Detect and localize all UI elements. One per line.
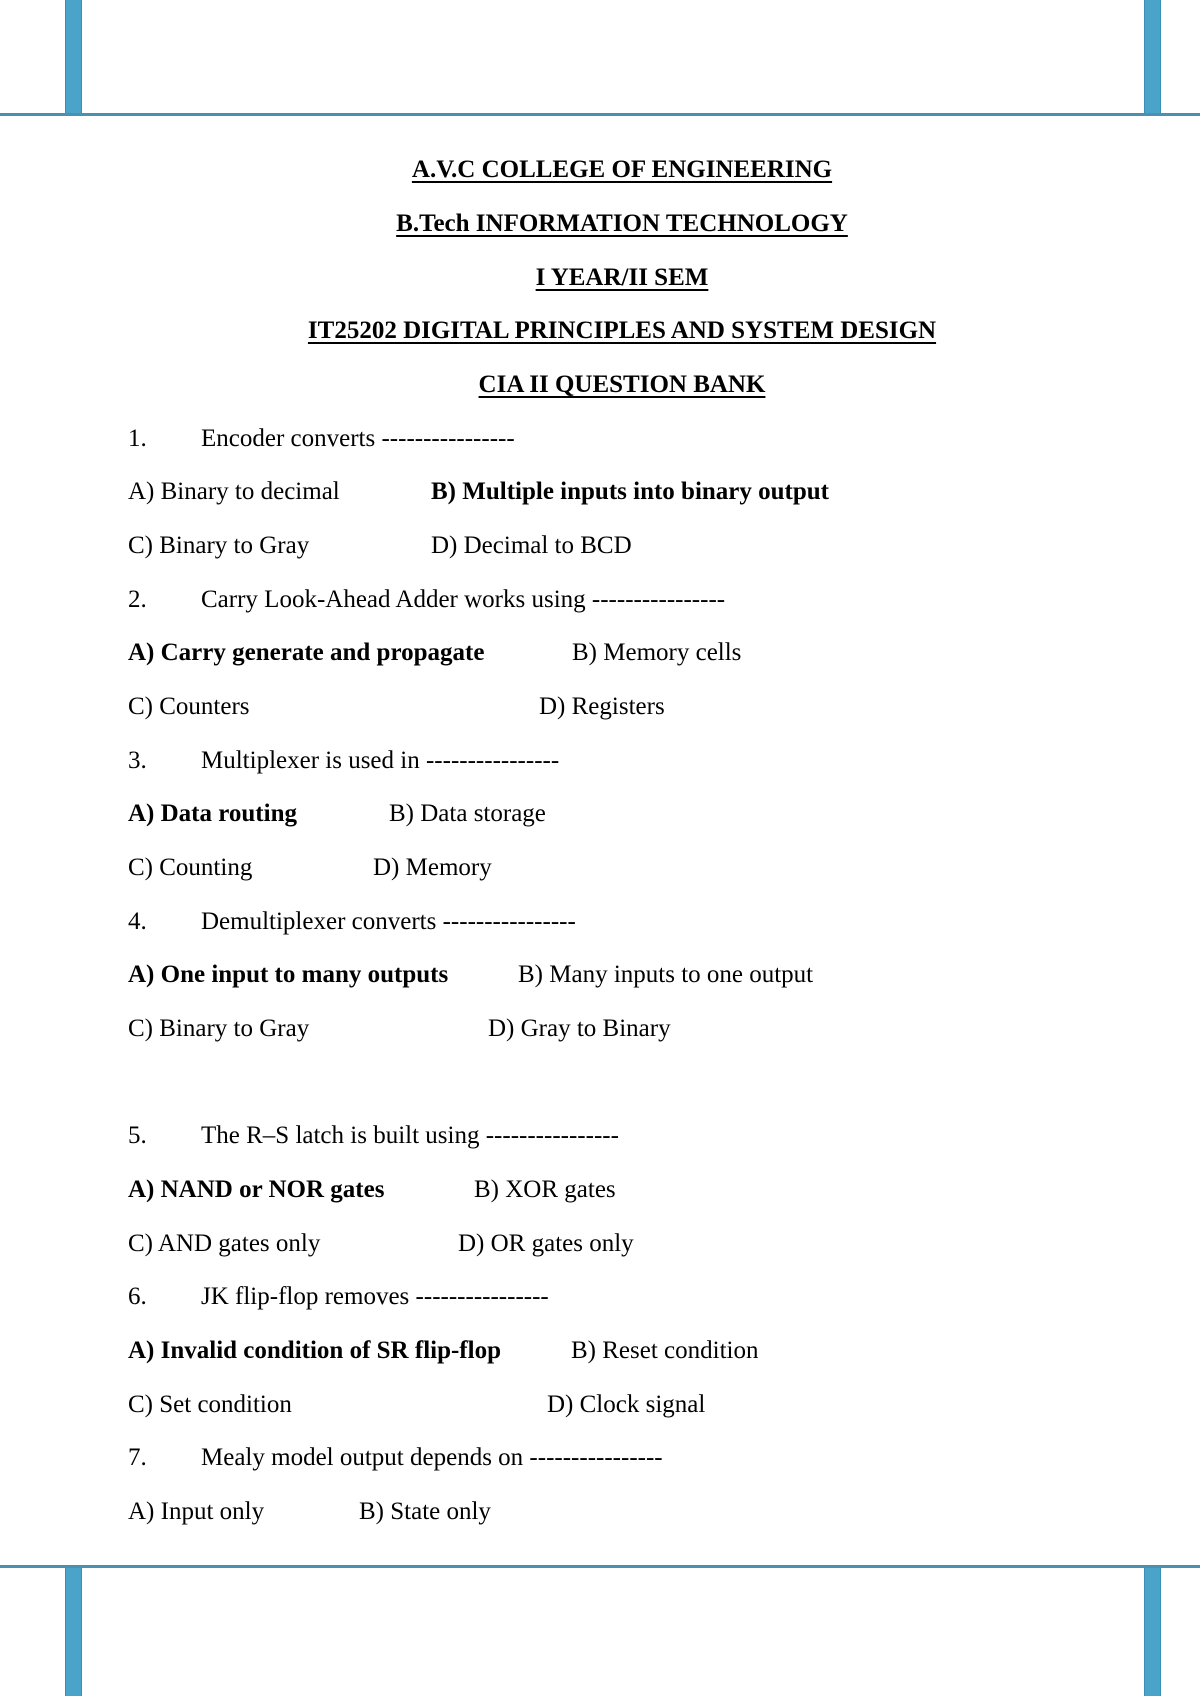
q1-option-b-correct: B) Multiple inputs into binary output	[431, 478, 830, 505]
q6-option-c: C) Set condition	[128, 1391, 292, 1418]
page-border-right-bottom	[1144, 1568, 1161, 1696]
college-name: A.V.C COLLEGE OF ENGINEERING	[411, 156, 833, 183]
page-border-right-top	[1144, 0, 1161, 113]
q2-option-d: D) Registers	[539, 693, 665, 720]
question-text: The R–S latch is built using ----------------	[201, 1122, 619, 1149]
q3-option-b: B) Data storage	[389, 800, 546, 827]
q3-option-d: D) Memory	[373, 854, 492, 881]
q4-option-d: D) Gray to Binary	[488, 1015, 671, 1042]
q4-option-b: B) Many inputs to one output	[518, 961, 814, 988]
q7-option-a: A) Input only	[128, 1498, 265, 1525]
q4-option-a-correct: A) One input to many outputs	[128, 961, 449, 988]
question-text: Carry Look-Ahead Adder works using ----------------	[201, 586, 726, 613]
question-number: 7.	[128, 1444, 147, 1471]
question-text: Demultiplexer converts ----------------	[201, 908, 576, 935]
page-border-bottom-line	[0, 1565, 1200, 1568]
year-semester: I YEAR/II SEM	[535, 264, 709, 291]
course-title: IT25202 DIGITAL PRINCIPLES AND SYSTEM DESIGN	[307, 317, 937, 344]
q1-option-a: A) Binary to decimal	[128, 478, 340, 505]
department-name: B.Tech INFORMATION TECHNOLOGY	[396, 210, 848, 237]
question-number: 4.	[128, 908, 147, 935]
page-border-left-top	[65, 0, 82, 113]
q7-option-b: B) State only	[359, 1498, 491, 1525]
q2-option-b: B) Memory cells	[572, 639, 742, 666]
q2-option-a-correct: A) Carry generate and propagate	[128, 639, 485, 666]
question-number: 6.	[128, 1283, 147, 1310]
q6-option-d: D) Clock signal	[547, 1391, 706, 1418]
question-text: Mealy model output depends on ----------------	[201, 1444, 663, 1471]
q1-option-c: C) Binary to Gray	[128, 532, 310, 559]
q3-option-a-correct: A) Data routing	[128, 800, 297, 827]
document-title: CIA II QUESTION BANK	[478, 371, 766, 398]
question-text: Multiplexer is used in ----------------	[201, 747, 560, 774]
q5-option-b: B) XOR gates	[474, 1176, 616, 1203]
question-number: 2.	[128, 586, 147, 613]
page-border-left-bottom	[65, 1568, 82, 1696]
q1-option-d: D) Decimal to BCD	[431, 532, 632, 559]
q5-option-a-correct: A) NAND or NOR gates	[128, 1176, 385, 1203]
question-number: 1.	[128, 425, 147, 452]
q2-option-c: C) Counters	[128, 693, 250, 720]
question-number: 3.	[128, 747, 147, 774]
q6-option-a-correct: A) Invalid condition of SR flip-flop	[128, 1337, 501, 1364]
q5-option-c: C) AND gates only	[128, 1230, 321, 1257]
q6-option-b: B) Reset condition	[571, 1337, 759, 1364]
question-text: Encoder converts ----------------	[201, 425, 515, 452]
page-border-top-line	[0, 113, 1200, 116]
q3-option-c: C) Counting	[128, 854, 253, 881]
question-text: JK flip-flop removes ----------------	[201, 1283, 549, 1310]
q5-option-d: D) OR gates only	[458, 1230, 634, 1257]
q4-option-c: C) Binary to Gray	[128, 1015, 310, 1042]
question-number: 5.	[128, 1122, 147, 1149]
